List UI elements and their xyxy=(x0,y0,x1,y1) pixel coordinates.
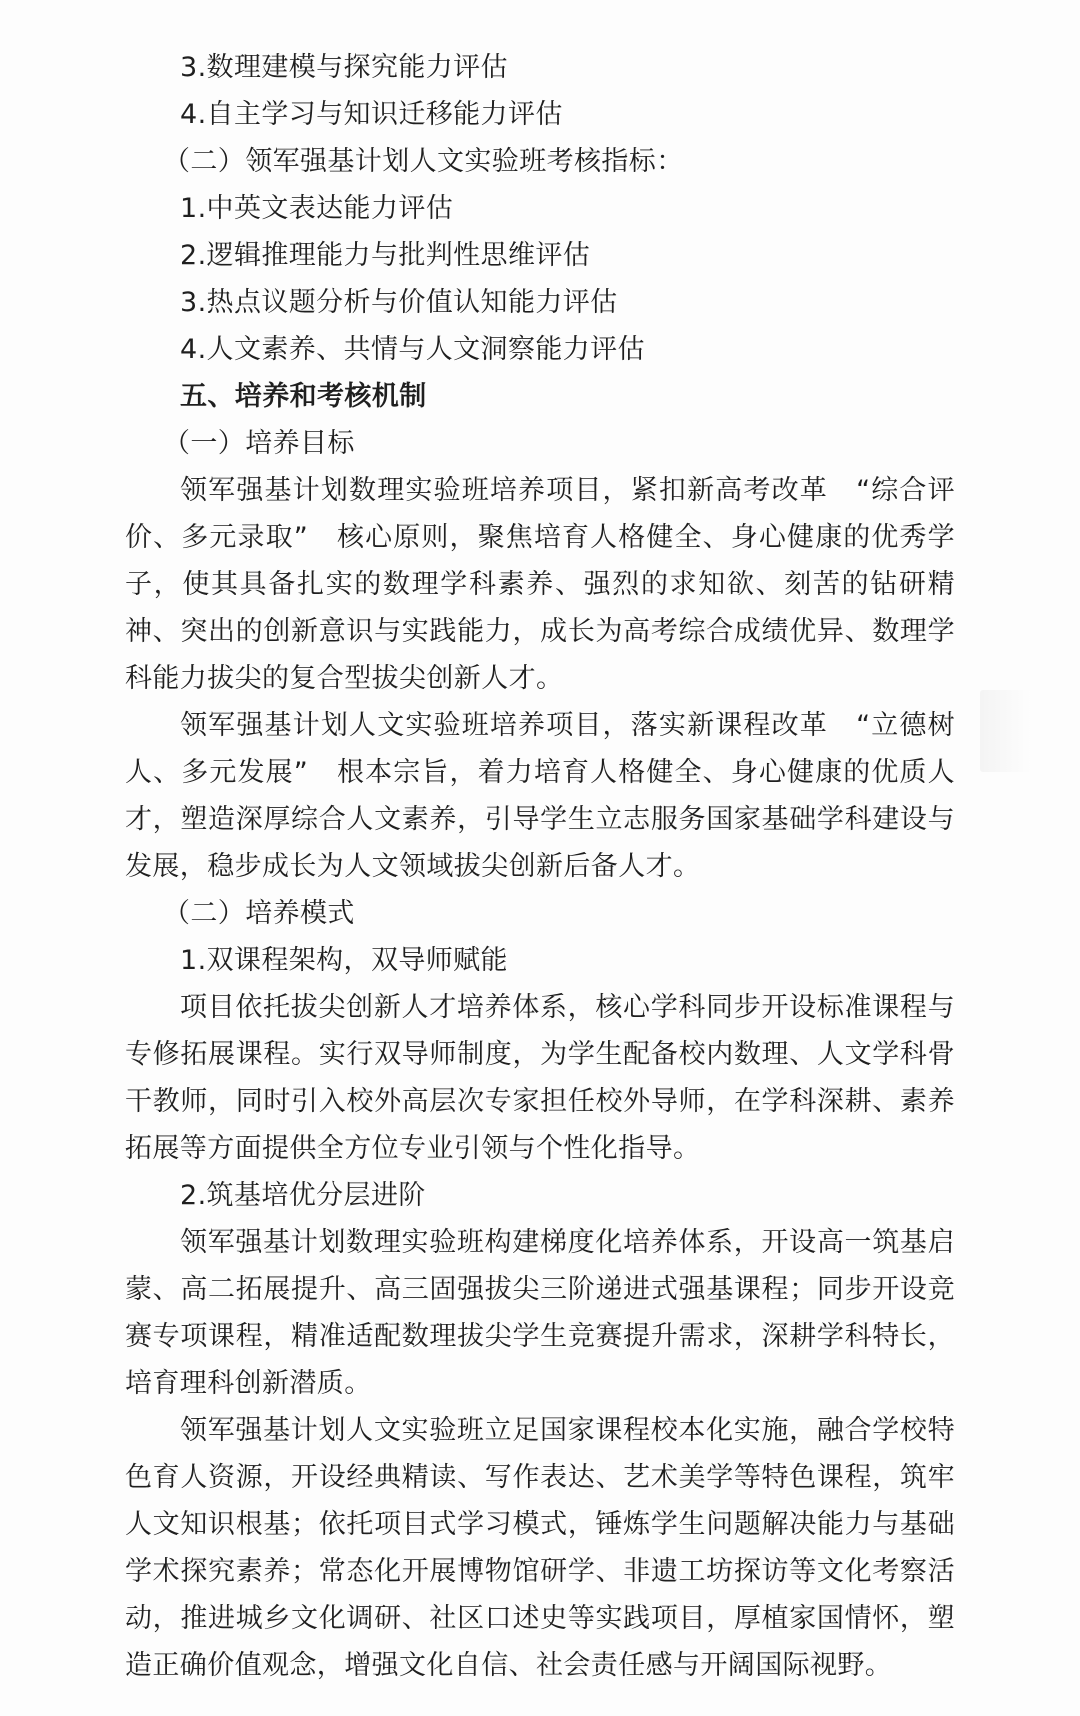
paragraph-humanities-goal: 领军强基计划人文实验班培养项目，落实新课程改革 “立德树人、多元发展” 根本宗旨，着力培育人格健全、身心健康的优质人才，塑造深厚综合人文素养，引导学生立志服务国家基础学科建设与发展，稳步成长为人文领域拔尖创新后备人才。 xyxy=(125,710,955,882)
list-item: 1.双课程架构，双导师赋能 xyxy=(180,945,508,976)
list-item: 4.自主学习与知识迁移能力评估 xyxy=(180,99,563,130)
section-heading: 五、培养和考核机制 xyxy=(180,381,427,412)
paragraph-math-goal: 领军强基计划数理实验班培养项目，紧扣新高考改革 “综合评价、多元录取” 核心原则，聚焦培育人格健全、身心健康的优秀学子，使其具备扎实的数理学科素养、强烈的求知欲、刻苦的钻研精神、突出的创新意识与实践能力，成长为高考综合成绩优异、数理学科能力拔尖的复合型拔尖创新人才。 xyxy=(125,475,955,694)
paragraph-dual-mentor: 项目依托拔尖创新人才培养体系，核心学科同步开设标准课程与专修拓展课程。实行双导师制度，为学生配备校内数理、人文学科骨干教师，同时引入校外高层次专家担任校外导师，在学科深耕、素养拓展等方面提供全方位专业引领与个性化指导。 xyxy=(125,992,955,1164)
list-item: 3.热点议题分析与价值认知能力评估 xyxy=(180,287,618,318)
subsection-heading: （二）培养模式 xyxy=(163,898,355,929)
list-item: 4.人文素养、共情与人文洞察能力评估 xyxy=(180,334,645,365)
subsection-heading: （二）领军强基计划人文实验班考核指标： xyxy=(163,146,684,177)
list-item: 1.中英文表达能力评估 xyxy=(180,193,454,224)
list-item: 2.逻辑推理能力与批判性思维评估 xyxy=(180,240,591,271)
paragraph-humanities-layered: 领军强基计划人文实验班立足国家课程校本化实施，融合学校特色育人资源，开设经典精读、写作表达、艺术美学等特色课程，筑牢人文知识根基；依托项目式学习模式，锤炼学生问题解决能力与基础学术探究素养；常态化开展博物馆研学、非遗工坊探访等文化考察活动，推进城乡文化调研、社区口述史等实践项目，厚植家国情怀，塑造正确价值观念，增强文化自信、社会责任感与开阔国际视野。 xyxy=(125,1415,955,1681)
list-item: 2.筑基培优分层进阶 xyxy=(180,1180,426,1211)
paragraph-math-layered: 领军强基计划数理实验班构建梯度化培养体系，开设高一筑基启蒙、高二拓展提升、高三固强拔尖三阶递进式强基课程；同步开设竞赛专项课程，精准适配数理拔尖学生竞赛提升需求，深耕学科特长，培育理科创新潜质。 xyxy=(125,1227,955,1399)
photo-glare xyxy=(980,690,1032,772)
subsection-heading: （一）培养目标 xyxy=(163,428,355,459)
list-item: 3.数理建模与探究能力评估 xyxy=(180,52,508,83)
document-body xyxy=(125,44,955,1689)
